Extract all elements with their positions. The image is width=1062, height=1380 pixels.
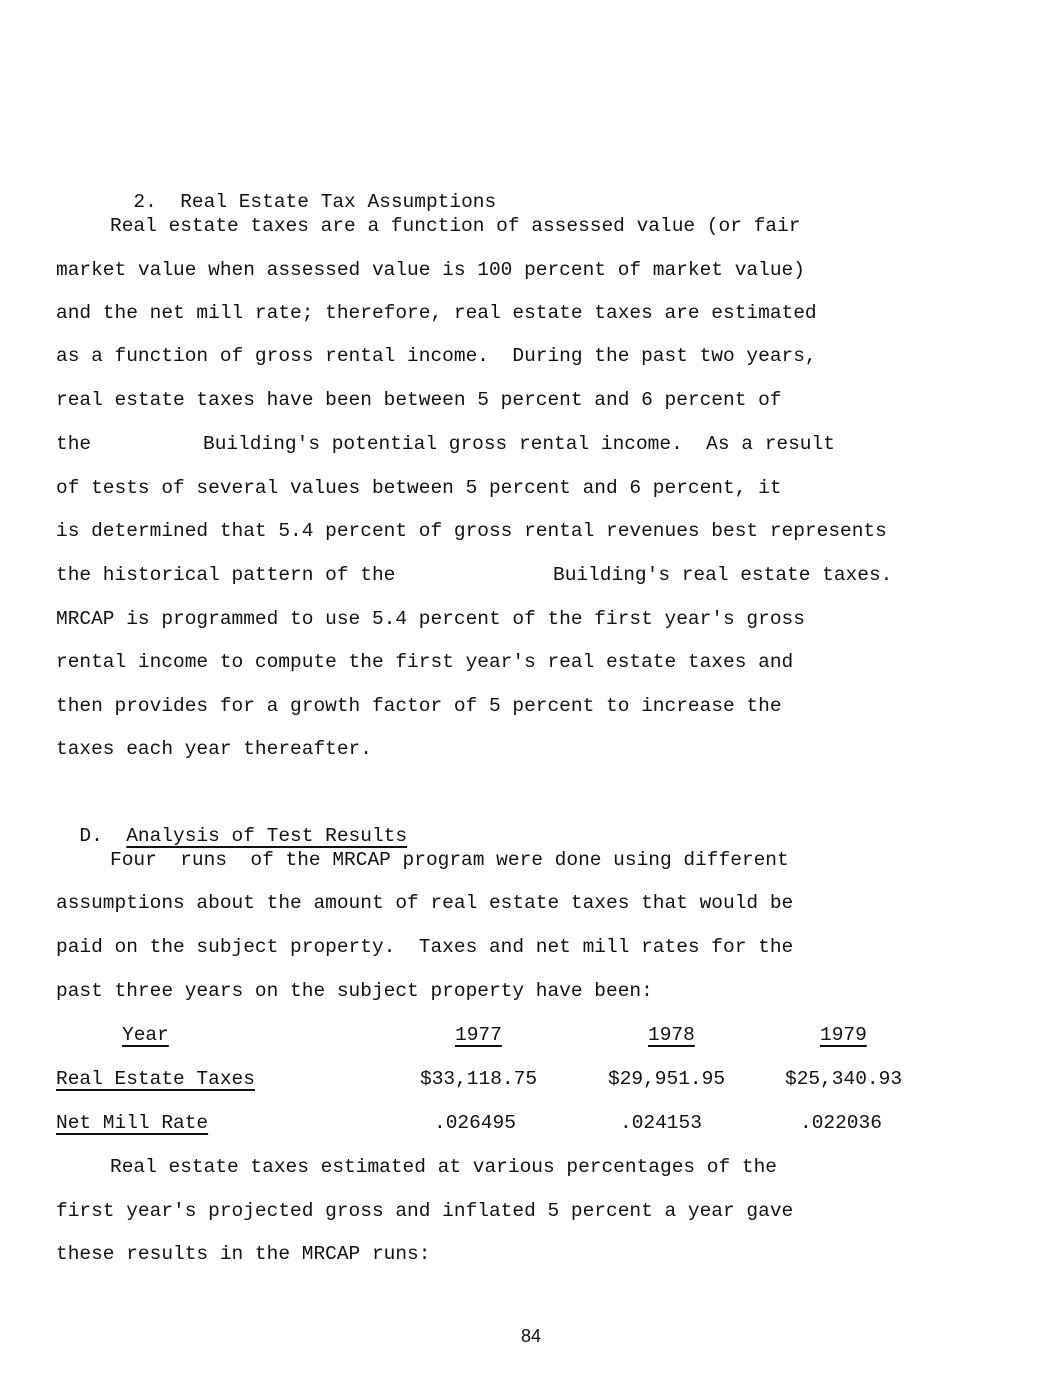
table-row-label: Net Mill Rate: [56, 1112, 209, 1134]
paragraph-line: past three years on the subject property have been:: [56, 980, 653, 1002]
table-cell: $33,118.75: [420, 1068, 538, 1090]
section-heading-number: 2.: [133, 190, 157, 213]
page-number: 84: [520, 1326, 542, 1346]
paragraph-line: taxes each year thereafter.: [56, 738, 372, 760]
table-cell: .022036: [800, 1112, 882, 1134]
table-cell: $25,340.93: [785, 1068, 903, 1090]
section-heading-real-estate-tax: [110, 173, 496, 212]
section-heading-letter: D.: [79, 824, 103, 847]
paragraph-line: and the net mill rate; therefore, real estate taxes are estimated: [56, 302, 817, 324]
table-header-year: 1977: [455, 1024, 502, 1046]
section-heading-title: Real Estate Tax Assumptions: [180, 190, 497, 213]
paragraph-line: as a function of gross rental income. During the past two years,: [56, 345, 817, 367]
table-cell: .024153: [620, 1112, 702, 1134]
paragraph-line: rental income to compute the first year's real estate taxes and: [56, 651, 794, 673]
table-cell: $29,951.95: [608, 1068, 726, 1090]
table-header-year: 1979: [820, 1024, 867, 1046]
table-header-year-label: Year: [122, 1024, 169, 1046]
paragraph-line: first year's projected gross and inflated 5 percent a year gave: [56, 1200, 794, 1222]
paragraph-line: of tests of several values between 5 percent and 6 percent, it: [56, 477, 782, 499]
paragraph-line: Real estate taxes estimated at various percentages of the: [110, 1156, 778, 1178]
table-cell: .026495: [434, 1112, 516, 1134]
paragraph-line: the historical pattern of the: [56, 564, 396, 586]
paragraph-line: Building's potential gross rental income. As a result: [203, 433, 835, 455]
paragraph-line: then provides for a growth factor of 5 percent to increase the: [56, 695, 782, 717]
section-heading-title: Analysis of Test Results: [126, 824, 408, 847]
paragraph-line: is determined that 5.4 percent of gross rental revenues best represents: [56, 520, 887, 542]
paragraph-line: the: [56, 433, 92, 455]
table-row-label: Real Estate Taxes: [56, 1068, 255, 1090]
section-heading-analysis: [56, 807, 407, 846]
paragraph-line: MRCAP is programmed to use 5.4 percent of the first year's gross: [56, 608, 805, 630]
paragraph-line: paid on the subject property. Taxes and net mill rates for the: [56, 936, 794, 958]
paragraph-line: assumptions about the amount of real estate taxes that would be: [56, 892, 794, 914]
paragraph-line: these results in the MRCAP runs:: [56, 1243, 431, 1265]
paragraph-line: Four runs of the MRCAP program were done using different: [110, 849, 789, 871]
paragraph-line: Real estate taxes are a function of assessed value (or fair: [110, 215, 801, 237]
paragraph-line: real estate taxes have been between 5 percent and 6 percent of: [56, 389, 782, 411]
paragraph-line: Building's real estate taxes.: [553, 564, 893, 586]
table-header-year: 1978: [648, 1024, 695, 1046]
paragraph-line: market value when assessed value is 100 percent of market value): [56, 259, 805, 281]
